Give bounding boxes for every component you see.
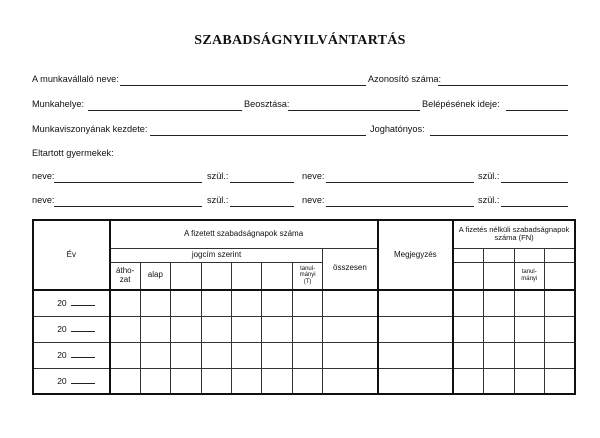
child4-born-field[interactable]: [501, 206, 568, 207]
carried-over-header: átho- zat: [110, 262, 140, 290]
table-cell[interactable]: [544, 290, 575, 316]
child1-name-field[interactable]: [54, 182, 202, 183]
unpaid-sub-3: [514, 248, 544, 262]
dependents-label: Eltartott gyermekek:: [32, 148, 114, 158]
table-cell[interactable]: [171, 316, 201, 342]
table-cell[interactable]: [262, 316, 292, 342]
table-cell[interactable]: [453, 342, 483, 368]
employment-start-field[interactable]: [150, 135, 366, 136]
table-cell[interactable]: [378, 342, 454, 368]
table-cell[interactable]: [323, 368, 378, 394]
paid-col-5-header: [231, 262, 261, 290]
table-cell[interactable]: [544, 368, 575, 394]
table-cell[interactable]: [514, 290, 544, 316]
notes-header: Megjegyzés: [378, 220, 454, 290]
unpaid-col-2-header: [484, 262, 514, 290]
table-cell[interactable]: [231, 290, 261, 316]
table-cell[interactable]: [514, 342, 544, 368]
table-cell[interactable]: [201, 290, 231, 316]
workplace-field[interactable]: [88, 110, 242, 111]
table-cell[interactable]: [110, 316, 140, 342]
position-field[interactable]: [288, 110, 420, 111]
child4-name-label: neve:: [302, 195, 325, 205]
table-cell[interactable]: [544, 316, 575, 342]
child2-born-field[interactable]: [501, 182, 568, 183]
child3-name-label: neve:: [32, 195, 55, 205]
table-cell[interactable]: [201, 316, 231, 342]
year-cell[interactable]: 20: [33, 316, 110, 342]
child4-born-label: szül.:: [478, 195, 500, 205]
year-cell[interactable]: 20: [33, 342, 110, 368]
study-header: tanul- mányi (T): [292, 262, 322, 290]
table-cell[interactable]: [453, 290, 483, 316]
table-cell[interactable]: [171, 342, 201, 368]
table-row: [33, 368, 575, 394]
table-cell[interactable]: [453, 368, 483, 394]
form-page: [10, 6, 590, 426]
table-cell[interactable]: [514, 368, 544, 394]
child2-name-field[interactable]: [326, 182, 474, 183]
worker-name-field[interactable]: [120, 85, 366, 86]
table-cell[interactable]: [262, 368, 292, 394]
table-cell[interactable]: [378, 290, 454, 316]
table-cell[interactable]: [201, 342, 231, 368]
child3-born-field[interactable]: [230, 206, 294, 207]
table-cell[interactable]: [378, 368, 454, 394]
unpaid-study-header: tanul- mányi: [514, 262, 544, 290]
child4-name-field[interactable]: [326, 206, 474, 207]
employment-start-label: Munkaviszonyának kezdete:: [32, 124, 148, 134]
table-cell[interactable]: [484, 368, 514, 394]
table-cell[interactable]: [140, 342, 170, 368]
year-cell[interactable]: 20: [33, 368, 110, 394]
table-cell[interactable]: [110, 342, 140, 368]
table-row: [33, 316, 575, 342]
unpaid-col-1-header: [453, 262, 483, 290]
by-legal-title-header: jogcím szerint: [110, 248, 323, 262]
child1-name-label: neve:: [32, 171, 55, 181]
table-cell[interactable]: [171, 290, 201, 316]
child3-name-field[interactable]: [54, 206, 202, 207]
table-cell[interactable]: [171, 368, 201, 394]
worker-name-label: A munkavállaló neve:: [32, 74, 119, 84]
table-cell[interactable]: [140, 368, 170, 394]
table-cell[interactable]: [140, 316, 170, 342]
paid-col-4-header: [201, 262, 231, 290]
table-cell[interactable]: [110, 290, 140, 316]
table-row: [33, 342, 575, 368]
child2-name-label: neve:: [302, 171, 325, 181]
table-cell[interactable]: [323, 316, 378, 342]
child1-born-label: szül.:: [207, 171, 229, 181]
child3-born-label: szül.:: [207, 195, 229, 205]
table-cell[interactable]: [140, 290, 170, 316]
base-header: alap: [140, 262, 170, 290]
table-cell[interactable]: [231, 368, 261, 394]
table-cell[interactable]: [323, 290, 378, 316]
id-number-label: Azonosító száma:: [368, 74, 442, 84]
unpaid-sub-4: [544, 248, 575, 262]
legal-predecessor-field[interactable]: [430, 135, 568, 136]
table-cell[interactable]: [484, 342, 514, 368]
table-cell[interactable]: [292, 316, 322, 342]
paid-days-header: A fizetett szabadságnapok száma: [110, 220, 378, 248]
child2-born-label: szül.:: [478, 171, 500, 181]
table-cell[interactable]: [231, 316, 261, 342]
table-cell[interactable]: [110, 368, 140, 394]
form-title: SZABADSÁGNYILVÁNTARTÁS: [194, 33, 406, 48]
unpaid-days-header: A fizetés nélküli szabadságnapok száma (FN): [453, 220, 575, 248]
table-cell[interactable]: [323, 342, 378, 368]
table-cell[interactable]: [484, 316, 514, 342]
child1-born-field[interactable]: [230, 182, 294, 183]
table-cell[interactable]: [262, 290, 292, 316]
leave-table: [32, 219, 576, 395]
entry-date-field[interactable]: [506, 110, 568, 111]
legal-predecessor-label: Joghatónyos:: [370, 124, 425, 134]
year-header: Év: [33, 220, 110, 290]
table-cell[interactable]: [292, 290, 322, 316]
unpaid-col-4-header: [544, 262, 575, 290]
table-cell[interactable]: [231, 342, 261, 368]
position-label: Beosztása:: [244, 99, 290, 109]
paid-col-3-header: [171, 262, 201, 290]
paid-col-6-header: [262, 262, 292, 290]
table-cell[interactable]: [378, 316, 454, 342]
total-header: összesen: [323, 248, 378, 290]
table-cell[interactable]: [453, 316, 483, 342]
unpaid-sub-2: [484, 248, 514, 262]
table-cell[interactable]: [262, 342, 292, 368]
table-cell[interactable]: [484, 290, 514, 316]
table-row: [33, 290, 575, 316]
entry-date-label: Belépésének ideje:: [422, 99, 500, 109]
table-cell[interactable]: [201, 368, 231, 394]
table-cell[interactable]: [514, 316, 544, 342]
table-cell[interactable]: [292, 342, 322, 368]
table-cell[interactable]: [544, 342, 575, 368]
unpaid-sub-1: [453, 248, 483, 262]
id-number-field[interactable]: [438, 85, 568, 86]
table-cell[interactable]: [292, 368, 322, 394]
year-cell[interactable]: 20: [33, 290, 110, 316]
workplace-label: Munkahelye:: [32, 99, 85, 109]
